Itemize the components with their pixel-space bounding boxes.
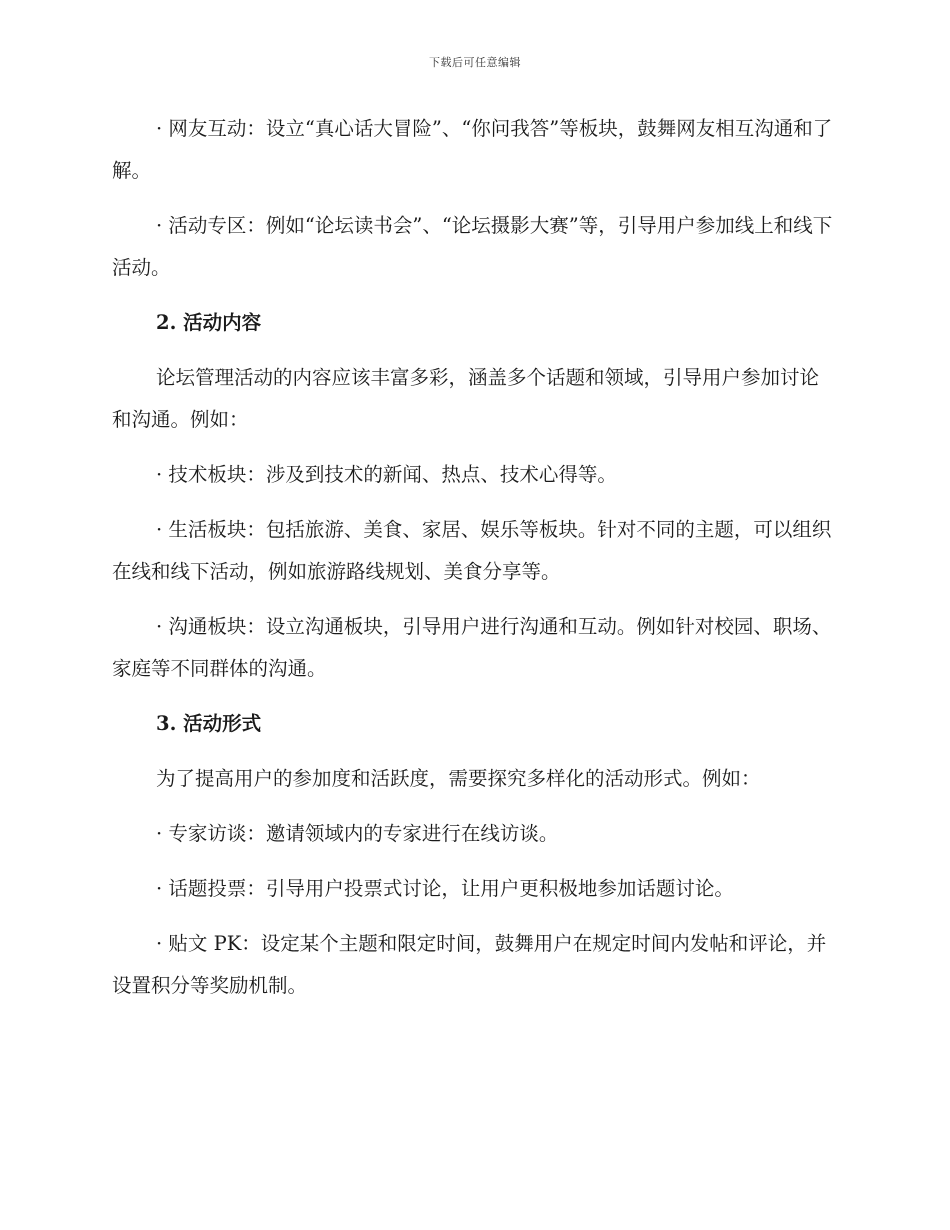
paragraph-form-intro: 为了提高用户的参加度和活跃度，需要探究多样化的活动形式。例如： bbox=[156, 767, 761, 790]
document-body bbox=[112, 108, 834, 1020]
paragraph-topic-vote: · 话题投票：引导用户投票式讨论，让用户更积极地参加话题讨论。 bbox=[156, 877, 734, 900]
paragraph-tech-board: · 技术板块：涉及到技术的新闻、热点、技术心得等。 bbox=[156, 463, 617, 486]
paragraph-life-board: · 生活板块：包括旅游、美食、家居、娱乐等板块。针对不同的主题，可以组织在线和线下活动，例如旅游路线规划、美食分享等。 bbox=[112, 518, 832, 583]
heading-activity-form: 3. 活动形式 bbox=[156, 712, 262, 735]
paragraph-content-intro: 论坛管理活动的内容应该丰富多彩，涵盖多个话题和领域，引导用户参加讨论和沟通。例如： bbox=[112, 366, 820, 431]
paragraph-activity-zone: · 活动专区：例如“论坛读书会”、“论坛摄影大赛”等，引导用户参加线上和线下活动。 bbox=[112, 214, 833, 279]
paragraph-communication-board: · 沟通板块：设立沟通板块，引导用户进行沟通和互动。例如针对校园、职场、家庭等不同群体的沟通。 bbox=[112, 615, 832, 680]
paragraph-expert-interview: · 专家访谈：邀请领域内的专家进行在线访谈。 bbox=[156, 822, 559, 845]
page-header: 下载后可任意编辑 bbox=[429, 56, 521, 69]
heading-activity-content: 2. 活动内容 bbox=[156, 311, 262, 334]
paragraph-netizen-interaction: · 网友互动：设立“真心话大冒险”、“你问我答”等板块，鼓舞网友相互沟通和了解。 bbox=[112, 117, 833, 182]
paragraph-post-pk: · 贴文 PK：设定某个主题和限定时间，鼓舞用户在规定时间内发帖和评论，并设置积分等奖励机制。 bbox=[112, 932, 827, 997]
